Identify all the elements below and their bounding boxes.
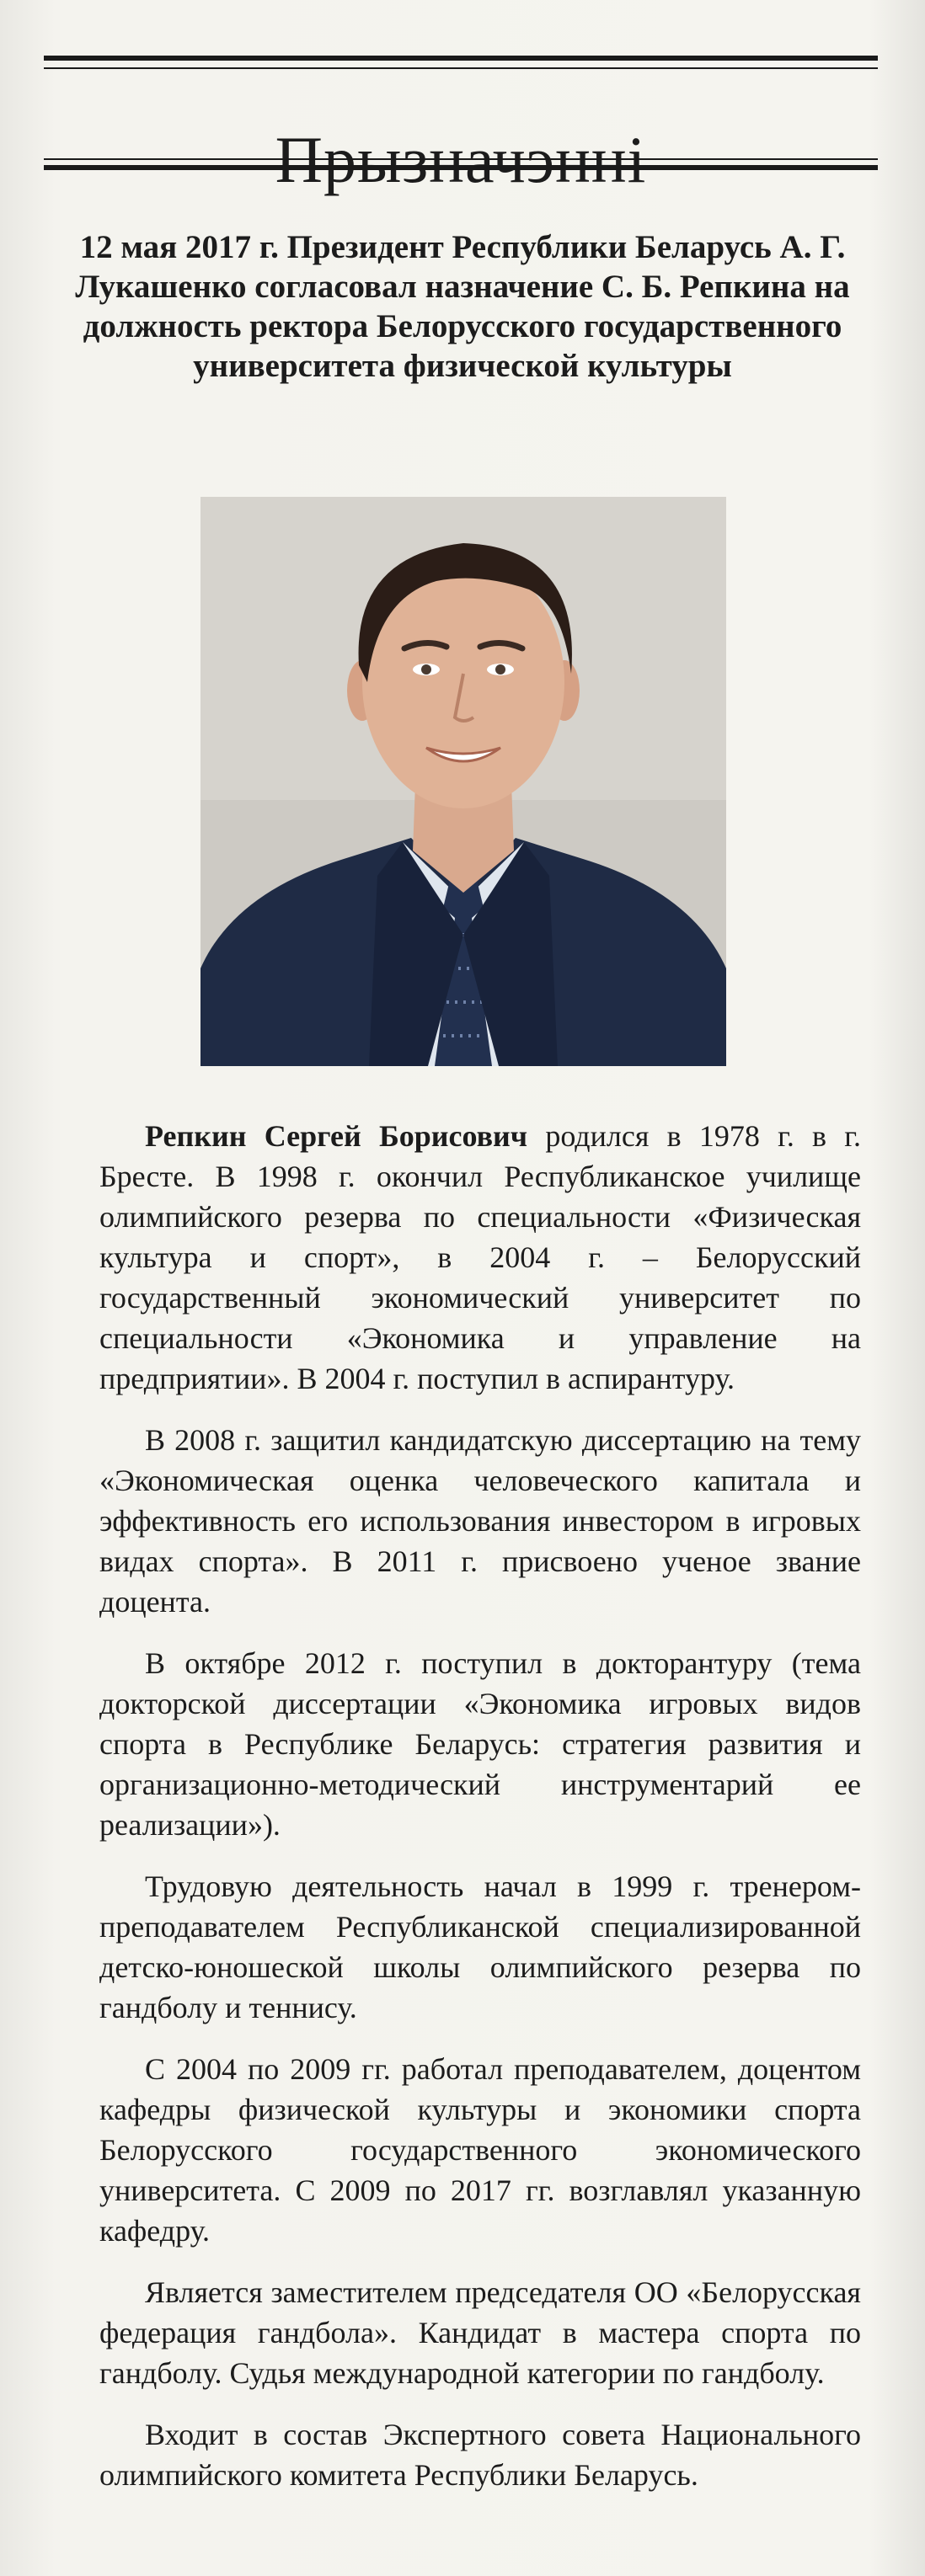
header-rule-top-thick — [44, 56, 878, 61]
lead-paragraph: 12 мая 2017 г. Президент Республики Беларусь А. Г. Лукашенко согласовал назначение С. Б. Репкина на должность ректора Белорусского государственного университета физической культуры — [75, 229, 850, 384]
paragraph-1-text: родился в 1978 г. в г. Бресте. В 1998 г. окончил Республиканское училище олимпийского резерва по специальности «Физическая культура и спорт», в 2004 г. – Белорусский государственный экономический университет по специальности «Экономика и управление на предприятии». В 2004 г. поступил в аспирантуру. — [99, 1119, 861, 1395]
paragraph-5: С 2004 по 2009 гг. работал преподавателем, доцентом кафедры физической культуры и экономики спорта Белорусского государственного экономического университета. С 2009 по 2017 гг. возглавлял указанную кафедру. — [99, 2052, 861, 2248]
header-rule-bottom-thin — [44, 158, 878, 160]
portrait-photo-icon — [201, 497, 726, 1066]
section-heading — [44, 121, 878, 199]
person-name: Репкин Сергей Борисович — [145, 1119, 528, 1153]
article-body — [99, 1116, 861, 2516]
paragraph-4: Трудовую деятельность начал в 1999 г. тренером-преподавателем Республиканской специализированной детско-юношеской школы олимпийского резерва по гандболу и теннису. — [99, 1869, 861, 2024]
paragraph-6: Является заместителем председателя ОО «Белорусская федерация гандбола». Кандидат в мастера спорта по гандболу. Судья международной категории по гандболу. — [99, 2275, 861, 2390]
paragraph-7: Входит в состав Экспертного совета Национального олимпийского комитета Республики Беларусь. — [99, 2418, 861, 2492]
paragraph-2: В 2008 г. защитил кандидатскую диссертацию на тему «Экономическая оценка человеческого капитала и эффективность его использования инвестором в игровых видах спорта». В 2011 г. присвоено ученое звание доцента. — [99, 1423, 861, 1619]
header-rule-bottom-thick — [44, 165, 878, 170]
paragraph-3: В октябре 2012 г. поступил в докторантуру (тема докторской диссертации «Экономика игровых видов спорта в Республике Беларусь: стратегия развития и организационно-методический инструментарий ее реализации»). — [99, 1646, 861, 1842]
header-rule-top-thin — [44, 67, 878, 69]
paragraph-1 — [99, 1116, 861, 1399]
portrait-photo — [201, 497, 726, 1066]
